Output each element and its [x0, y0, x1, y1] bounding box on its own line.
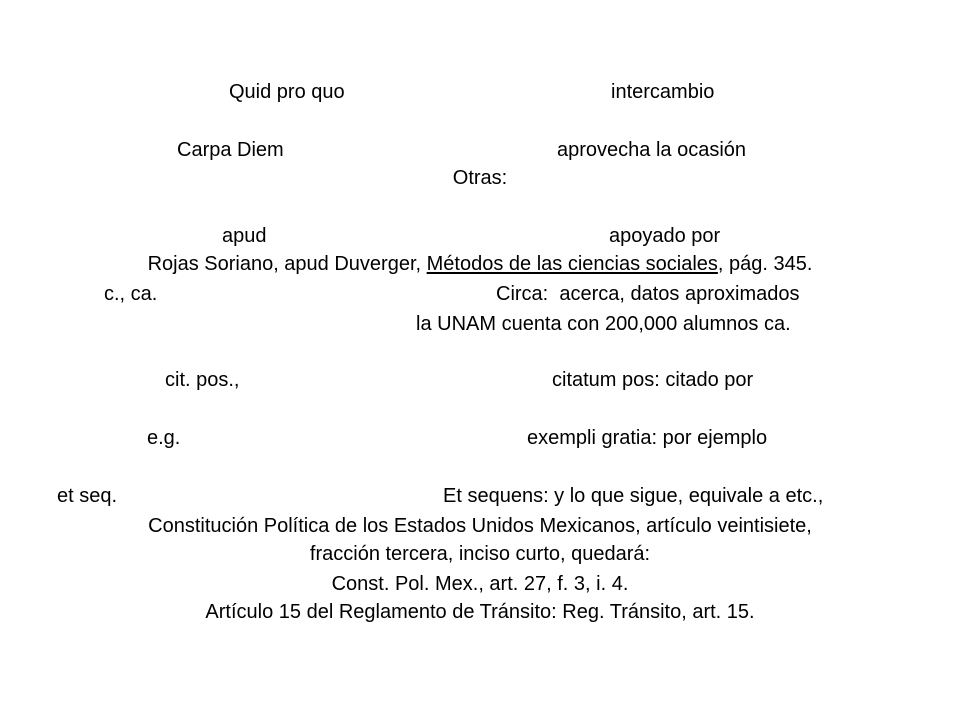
term-circa: c., ca. — [104, 283, 158, 305]
meaning-carpe-diem: aprovecha la ocasión — [557, 139, 747, 161]
meaning-quid-pro-quo: intercambio — [611, 81, 715, 103]
meaning-apud: apoyado por — [609, 225, 721, 247]
term-apud: apud — [222, 225, 267, 247]
meaning-cit-pos: citatum pos: citado por — [552, 369, 754, 391]
term-quid-pro-quo: Quid pro quo — [229, 81, 345, 103]
et-seq-example-line: Const. Pol. Mex., art. 27, f. 3, i. 4. — [331, 573, 629, 595]
apud-example — [0, 252, 960, 276]
otras-heading: Otras: — [452, 167, 508, 189]
apud-example-after: , pág. 345. — [717, 253, 813, 275]
apud-example-title: Métodos de las ciencias sociales — [426, 253, 718, 275]
term-carpe-diem: Carpa Diem — [177, 139, 284, 161]
meaning-et-seq: Et sequens: y lo que sigue, equivale a etc., — [443, 485, 824, 507]
term-et-seq: et seq. — [57, 485, 118, 507]
circa-example: la UNAM cuenta con 200,000 alumnos ca. — [416, 313, 791, 335]
et-seq-example-line: fracción tercera, inciso curto, quedará: — [309, 543, 651, 565]
et-seq-example-line: Constitución Política de los Estados Unidos Mexicanos, artículo veintisiete, — [148, 515, 812, 537]
et-seq-example-line: Artículo 15 del Reglamento de Tránsito: Reg. Tránsito, art. 15. — [205, 601, 755, 623]
meaning-eg: exempli gratia: por ejemplo — [527, 427, 768, 449]
meaning-circa: Circa: acerca, datos aproximados — [496, 283, 800, 305]
apud-example-before: Rojas Soriano, apud Duverger, — [147, 253, 427, 275]
term-cit-pos: cit. pos., — [165, 369, 240, 391]
term-eg: e.g. — [147, 427, 181, 449]
